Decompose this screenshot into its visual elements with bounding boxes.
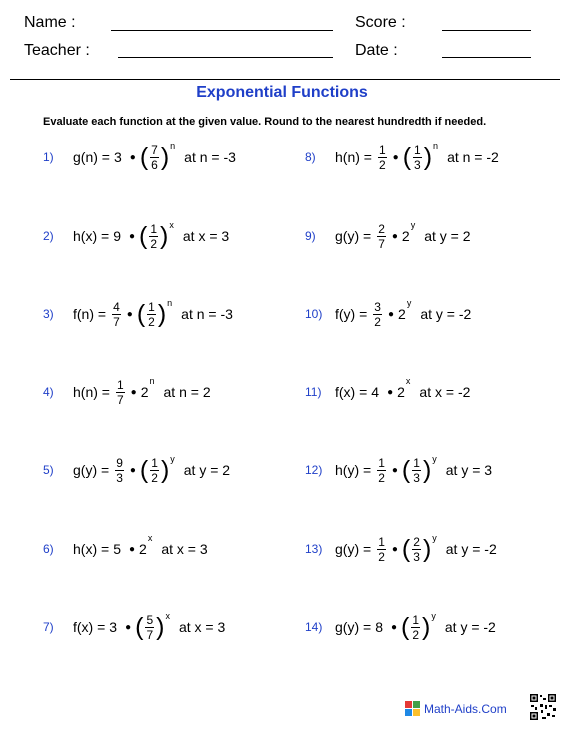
multiply-dot-icon: ● [128, 230, 136, 242]
function-name: f(y) = [335, 306, 368, 322]
open-paren: ( [139, 221, 148, 250]
base-value: 2 [140, 384, 149, 400]
exponent: y [410, 220, 416, 230]
base-fraction-numerator: 1 [151, 455, 158, 470]
instructions: Evaluate each function at the given value. Round to the nearest hundredth if needed. [43, 116, 487, 128]
open-paren: ( [402, 142, 412, 171]
problem-item [305, 529, 497, 569]
exponent: x [147, 533, 153, 543]
multiply-dot-icon: ● [391, 230, 398, 242]
problem-number: 6) [43, 542, 54, 556]
function-name: g(y) = [335, 541, 372, 557]
exponent: n [167, 298, 173, 308]
base-fraction-denominator: 2 [151, 470, 158, 485]
evaluate-at: at n = -3 [184, 149, 236, 165]
brand-name: Math-Aids.Com [424, 702, 507, 716]
coefficient-fraction [115, 457, 124, 484]
evaluate-at: at n = -2 [447, 149, 499, 165]
coefficient: 9 [113, 228, 121, 244]
problem-number: 12) [305, 463, 323, 477]
base-fraction [149, 223, 158, 250]
base-fraction-numerator: 1 [150, 221, 158, 236]
exponent: y [432, 454, 437, 464]
coefficient-fraction-numerator: 1 [378, 455, 385, 470]
coefficient-fraction-numerator: 4 [113, 299, 120, 314]
problem-item [305, 137, 499, 177]
open-paren: ( [136, 299, 146, 328]
coefficient-fraction-numerator: 9 [116, 455, 123, 470]
multiply-dot-icon: ● [129, 464, 136, 476]
problem-number: 2) [43, 229, 54, 243]
problem-item [305, 216, 471, 256]
coefficient-fraction-numerator: 1 [378, 534, 385, 549]
base-fraction-numerator: 1 [413, 455, 420, 470]
open-paren: ( [401, 455, 411, 484]
score-line[interactable] [442, 30, 531, 31]
base-fraction [412, 457, 421, 484]
qr-code-icon [529, 693, 557, 721]
base-fraction [150, 457, 159, 484]
problem-item [43, 137, 236, 177]
exponent: x [405, 376, 411, 386]
problem-number: 14) [305, 620, 323, 634]
problem-item [43, 529, 208, 569]
coefficient-fraction [378, 144, 387, 171]
problem-item [305, 450, 492, 490]
exponent: x [165, 611, 170, 621]
evaluate-at: at y = -2 [420, 306, 472, 322]
problem-item [43, 450, 230, 490]
coefficient-fraction-numerator: 1 [116, 377, 124, 392]
base-fraction-numerator: 5 [146, 612, 154, 627]
function-name: f(x) = [335, 384, 368, 400]
base-fraction-denominator: 7 [146, 627, 154, 642]
multiply-dot-icon: ● [387, 308, 395, 320]
base-fraction-denominator: 3 [414, 157, 421, 172]
teacher-label: Teacher : [24, 42, 90, 59]
function-name: g(y) = [335, 619, 372, 635]
coefficient: 8 [375, 619, 383, 635]
base-fraction [413, 144, 422, 171]
problem-item [305, 372, 470, 412]
problem-number: 1) [43, 150, 54, 164]
base-fraction [150, 144, 159, 171]
problem-item [43, 294, 233, 334]
evaluate-at: at x = 3 [178, 619, 226, 635]
evaluate-at: at x = -2 [419, 384, 471, 400]
close-paren: ) [156, 612, 165, 641]
coefficient-fraction [377, 457, 386, 484]
coefficient: 5 [113, 541, 121, 557]
base-fraction-numerator: 1 [148, 299, 155, 314]
function-name: g(y) = [73, 462, 110, 478]
evaluate-at: at y = 3 [445, 462, 493, 478]
multiply-dot-icon: ● [126, 308, 133, 320]
evaluate-at: at x = 3 [161, 541, 208, 557]
open-paren: ( [401, 534, 411, 563]
coefficient-fraction-denominator: 2 [378, 470, 385, 485]
exponent: n [433, 141, 439, 151]
multiply-dot-icon: ● [391, 543, 398, 555]
function-name: h(n) = [73, 384, 110, 400]
problem-item [43, 607, 225, 647]
problem-number: 13) [305, 542, 323, 556]
open-paren: ( [401, 612, 410, 641]
problem-number: 8) [305, 150, 316, 164]
name-line[interactable] [111, 30, 333, 31]
exponent: x [169, 220, 174, 230]
header-separator [10, 79, 560, 80]
exponent: y [170, 454, 175, 464]
base-fraction-denominator: 6 [151, 157, 158, 172]
function-name: h(y) = [335, 462, 372, 478]
function-name: h(n) = [335, 149, 372, 165]
base-value: 2 [397, 384, 405, 400]
close-paren: ) [160, 455, 170, 484]
close-paren: ) [422, 612, 431, 641]
base-fraction-numerator: 1 [412, 612, 420, 627]
base-fraction-numerator: 2 [413, 534, 420, 549]
problem-item [305, 294, 471, 334]
multiply-dot-icon: ● [128, 543, 136, 555]
coefficient: 4 [371, 384, 380, 400]
evaluate-at: at y = 2 [424, 228, 471, 244]
function-name: h(x) = [73, 228, 110, 244]
problem-item [305, 607, 496, 647]
problem-number: 10) [305, 307, 323, 321]
multiply-dot-icon: ● [387, 386, 394, 398]
base-fraction-numerator: 1 [414, 142, 421, 157]
exponent: y [431, 611, 436, 621]
problem-item [43, 372, 211, 412]
coefficient-fraction [377, 223, 386, 250]
close-paren: ) [160, 142, 170, 171]
name-label: Name : [24, 14, 76, 31]
base-fraction-denominator: 2 [148, 314, 155, 329]
multiply-dot-icon: ● [392, 151, 399, 163]
problem-number: 11) [305, 385, 322, 399]
coefficient-fraction-denominator: 7 [378, 236, 385, 251]
coefficient-fraction-denominator: 7 [113, 314, 120, 329]
open-paren: ( [139, 455, 149, 484]
function-name: h(x) = [73, 541, 110, 557]
base-value: 2 [401, 228, 410, 244]
evaluate-at: at n = -3 [181, 306, 233, 322]
problem-number: 7) [43, 620, 54, 634]
coefficient-fraction-denominator: 2 [378, 157, 386, 172]
evaluate-at: at y = -2 [444, 619, 496, 635]
coefficient-fraction [112, 301, 121, 328]
date-label: Date : [355, 42, 398, 59]
multiply-dot-icon: ● [125, 621, 132, 633]
coefficient-fraction-denominator: 2 [374, 314, 381, 329]
coefficient-fraction-denominator: 2 [378, 549, 385, 564]
calculator-icon [405, 701, 420, 716]
base-fraction [145, 614, 154, 641]
base-fraction [411, 614, 420, 641]
base-fraction [412, 536, 421, 563]
multiply-dot-icon: ● [390, 621, 398, 633]
problem-item [43, 216, 229, 256]
close-paren: ) [422, 455, 432, 484]
function-name: g(y) = [335, 228, 372, 244]
coefficient-fraction-numerator: 3 [374, 299, 381, 314]
close-paren: ) [423, 142, 433, 171]
base-fraction-denominator: 3 [413, 549, 420, 564]
base-fraction-denominator: 2 [412, 627, 420, 642]
base-value: 2 [139, 541, 147, 557]
function-name: f(n) = [73, 306, 107, 322]
coefficient: 3 [109, 619, 118, 635]
coefficient-fraction-numerator: 2 [378, 221, 385, 236]
multiply-dot-icon: ● [129, 151, 136, 163]
function-name: f(x) = [73, 619, 106, 635]
coefficient-fraction [373, 301, 382, 328]
exponent: n [149, 376, 155, 386]
coefficient-fraction-denominator: 7 [116, 392, 124, 407]
coefficient-fraction-numerator: 1 [378, 142, 386, 157]
close-paren: ) [157, 299, 167, 328]
exponent: y [432, 533, 437, 543]
problem-number: 5) [43, 463, 54, 477]
function-name: g(n) = [73, 149, 110, 165]
problem-number: 3) [43, 307, 54, 321]
coefficient-fraction [116, 379, 125, 406]
worksheet-title: Exponential Functions [196, 84, 368, 101]
close-paren: ) [422, 534, 432, 563]
base-fraction [147, 301, 156, 328]
multiply-dot-icon: ● [391, 464, 398, 476]
exponent: n [170, 141, 176, 151]
problem-number: 4) [43, 385, 54, 399]
evaluate-at: at y = -2 [445, 541, 497, 557]
open-paren: ( [139, 142, 149, 171]
evaluate-at: at y = 2 [183, 462, 231, 478]
multiply-dot-icon: ● [130, 386, 137, 398]
date-line[interactable] [442, 57, 531, 58]
teacher-line[interactable] [118, 57, 333, 58]
evaluate-at: at n = 2 [163, 384, 211, 400]
close-paren: ) [160, 221, 169, 250]
coefficient: 3 [113, 149, 122, 165]
score-label: Score : [355, 14, 406, 31]
evaluate-at: at x = 3 [182, 228, 230, 244]
base-fraction-denominator: 2 [150, 236, 158, 251]
exponent: y [406, 298, 412, 308]
base-fraction-numerator: 7 [151, 142, 158, 157]
problem-number: 9) [305, 229, 316, 243]
open-paren: ( [135, 612, 144, 641]
coefficient-fraction-denominator: 3 [116, 470, 123, 485]
coefficient-fraction [377, 536, 386, 563]
base-fraction-denominator: 3 [413, 470, 420, 485]
base-value: 2 [398, 306, 406, 322]
